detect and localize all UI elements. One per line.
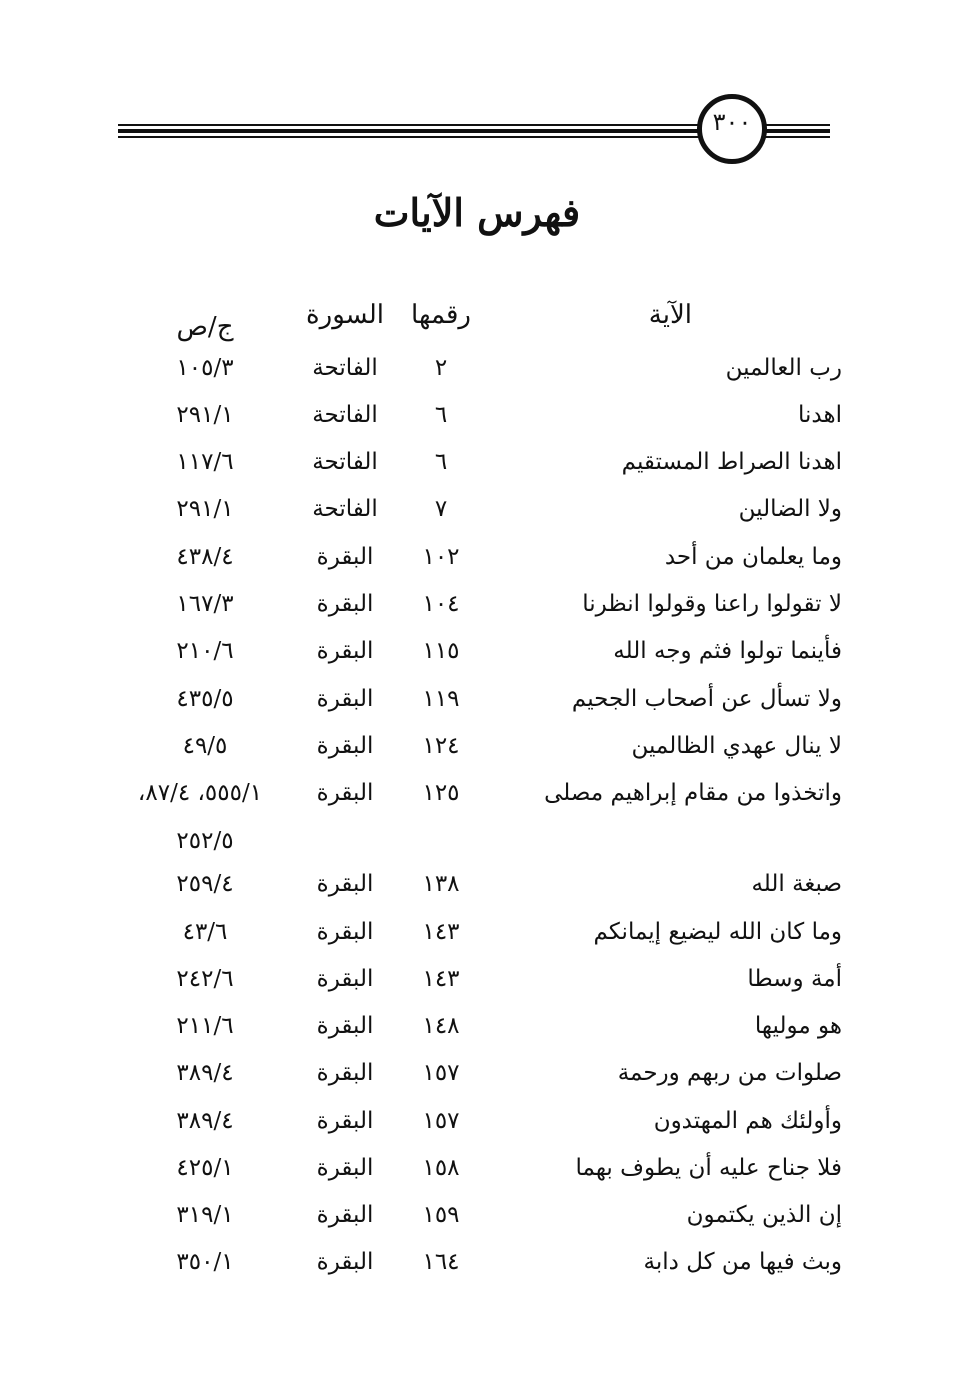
sura-name: البقرة: [316, 591, 374, 617]
aya-text: واتخذوا من مقام إبراهيم مصلى: [544, 780, 842, 806]
volume-page-ref: ٤٣٨/٤: [176, 544, 234, 570]
aya-text: فلا جناح عليه أن يطوف بهما: [575, 1155, 842, 1181]
volume-page-ref: ١١٧/٦: [176, 449, 234, 475]
volume-page-ref: ٢٩١/١: [176, 402, 234, 428]
aya-number: ٢: [434, 355, 448, 381]
aya-number: ٦: [434, 449, 448, 475]
sura-name: الفاتحة: [312, 355, 378, 381]
column-header-aya: الآية: [648, 300, 692, 330]
volume-page-ref-continued: ٢٥٢/٥: [176, 828, 234, 854]
volume-page-ref: ٤٢٥/١: [176, 1155, 234, 1181]
sura-name: البقرة: [316, 919, 374, 945]
sura-name: البقرة: [316, 1060, 374, 1086]
sura-name: البقرة: [316, 966, 374, 992]
aya-text: وبث فيها من كل دابة: [643, 1249, 842, 1275]
aya-text: ولا تسأل عن أصحاب الجحيم: [571, 686, 842, 712]
sura-name: الفاتحة: [312, 449, 378, 475]
aya-text: فأينما تولوا فثم وجه الله: [613, 638, 842, 664]
volume-page-ref: ١٦٧/٣: [176, 591, 234, 617]
aya-number: ١٢٥: [422, 780, 460, 806]
aya-text: لا ينال عهدي الظالمين: [631, 733, 842, 759]
volume-page-ref: ٥٥٥/١، ٨٧/٤،: [137, 780, 263, 806]
aya-number: ١٤٨: [422, 1013, 460, 1039]
aya-number: ١٥٧: [422, 1108, 460, 1134]
column-header-number: رقمها: [411, 300, 471, 330]
aya-number: ١٥٨: [422, 1155, 460, 1181]
page-title: فهرس الآيات: [373, 190, 581, 235]
aya-text: وأولئك هم المهتدون: [653, 1108, 842, 1134]
aya-text: لا تقولوا راعنا وقولوا انظرنا: [582, 591, 842, 617]
aya-number: ١٠٤: [422, 591, 460, 617]
sura-name: البقرة: [316, 733, 374, 759]
sura-name: البقرة: [316, 1249, 374, 1275]
aya-text: أمة وسطا: [747, 966, 842, 992]
aya-number: ١٤٣: [422, 919, 460, 945]
volume-page-ref: ٤٣٥/٥: [176, 686, 234, 712]
volume-page-ref: ٤٣/٦: [182, 919, 228, 945]
aya-number: ١٥٧: [422, 1060, 460, 1086]
volume-page-ref: ٢٥٩/٤: [176, 871, 234, 897]
sura-name: البقرة: [316, 1155, 374, 1181]
sura-name: الفاتحة: [312, 496, 378, 522]
volume-page-ref: ٢٩١/١: [176, 496, 234, 522]
sura-name: البقرة: [316, 1202, 374, 1228]
sura-name: البقرة: [316, 871, 374, 897]
aya-text: وما كان الله ليضيع إيمانكم: [593, 919, 842, 945]
aya-number: ١١٩: [422, 686, 460, 712]
aya-number: ١٣٨: [422, 871, 460, 897]
sura-name: البقرة: [316, 780, 374, 806]
aya-number: ١٦٤: [422, 1249, 460, 1275]
aya-number: ٧: [434, 496, 448, 522]
sura-name: البقرة: [316, 686, 374, 712]
volume-page-ref: ٤٩/٥: [182, 733, 228, 759]
aya-text: صبغة الله: [751, 871, 842, 897]
aya-text: ولا الضالين: [738, 496, 842, 522]
volume-page-ref: ١٠٥/٣: [176, 355, 234, 381]
aya-text: صلوات من ربهم ورحمة: [617, 1060, 842, 1086]
aya-number: ١٤٣: [422, 966, 460, 992]
sura-name: الفاتحة: [312, 402, 378, 428]
volume-page-ref: ٣١٩/١: [176, 1202, 234, 1228]
aya-number: ٦: [434, 402, 448, 428]
volume-page-ref: ٢١١/٦: [176, 1013, 234, 1039]
sura-name: البقرة: [316, 1013, 374, 1039]
aya-number: ١٠٢: [422, 544, 460, 570]
volume-page-ref: ٢٤٢/٦: [176, 966, 234, 992]
aya-number: ١٢٤: [422, 733, 460, 759]
aya-text: هو موليها: [754, 1013, 842, 1039]
aya-number: ١١٥: [422, 638, 460, 664]
volume-page-ref: ٣٨٩/٤: [176, 1108, 234, 1134]
sura-name: البقرة: [316, 544, 374, 570]
column-header-volume-page: ج/ص: [176, 312, 234, 342]
aya-text: وما يعلمان من أحد: [664, 544, 842, 570]
aya-text: اهدنا: [797, 402, 842, 428]
sura-name: البقرة: [316, 1108, 374, 1134]
aya-number: ١٥٩: [422, 1202, 460, 1228]
column-header-sura: السورة: [306, 300, 384, 330]
volume-page-ref: ٣٨٩/٤: [176, 1060, 234, 1086]
aya-text: اهدنا الصراط المستقيم: [621, 449, 842, 475]
aya-text: إن الذين يكتمون: [686, 1202, 842, 1228]
page-number: ٣٠٠: [712, 108, 752, 136]
volume-page-ref: ٢١٠/٦: [176, 638, 234, 664]
sura-name: البقرة: [316, 638, 374, 664]
aya-text: رب العالمين: [725, 355, 842, 381]
volume-page-ref: ٣٥٠/١: [176, 1249, 234, 1275]
